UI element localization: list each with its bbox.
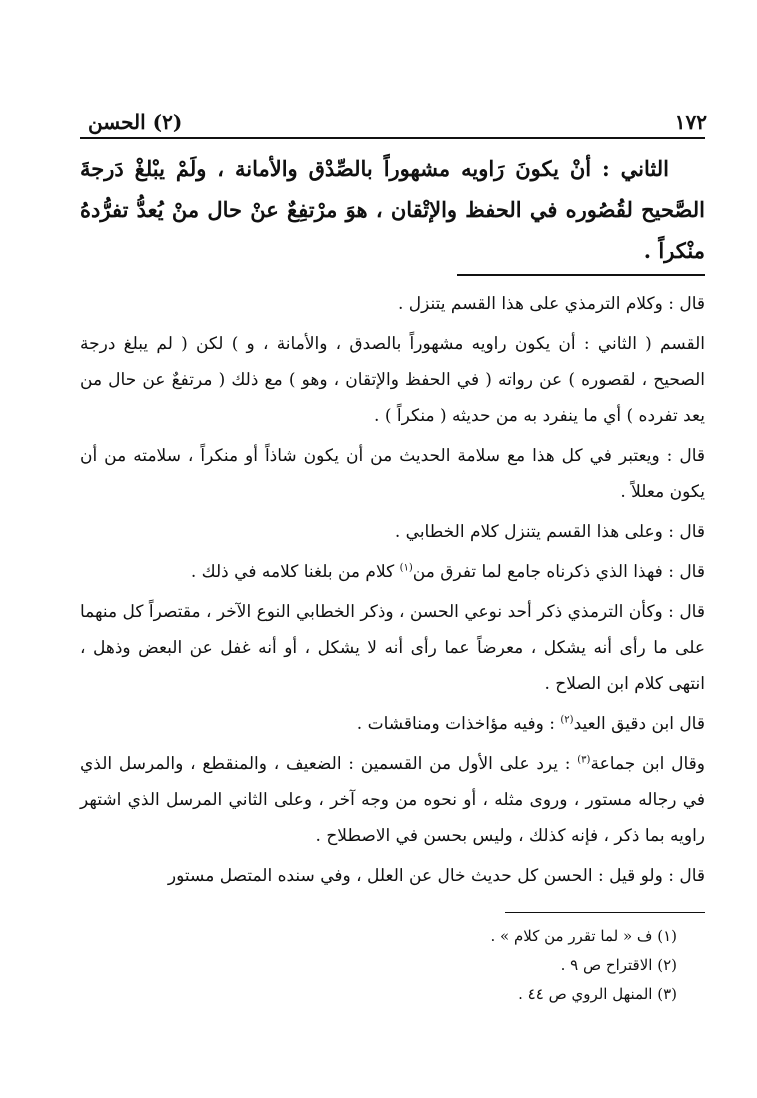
commentary-paragraph xyxy=(80,706,705,742)
paragraph-text: : يرد على الأول من القسمين : الضعيف ، والمنقطع ، والمرسل الذي في رجاله مستور ، وروى مثله ، أو نحوه من وجه آخر ، وعلى الثاني المرسل الذي اشتهر راويه بما ذكر ، فإنه كذلك ، وليس بحسن في الاصطلاح . xyxy=(80,754,706,846)
footnote: (٣) المنهل الروي ص ٤٤ . xyxy=(518,985,677,1003)
commentary-paragraph: قال : وكأن الترمذي ذكر أحد نوعي الحسن ، وذكر الخطابي النوع الآخر ، مقتصراً كل منهما على ما رأى أنه يشكل ، معرضاً عما رأى أنه لا يشكل ، أو أنه غفل عن البعض وذهل ، انتهى كلام ابن الصلاح . xyxy=(80,602,705,694)
main-text-divider xyxy=(457,274,705,276)
paragraph-text: قال ابن دقيق العيد xyxy=(573,714,705,734)
footnotes xyxy=(490,922,677,1009)
paragraph-text: كلام من بلغنا كلامه في ذلك . xyxy=(190,562,400,582)
commentary xyxy=(80,286,705,898)
commentary-paragraph: القسم ( الثاني : أن يكون راويه مشهوراً بالصدق ، والأمانة ، و ) لكن ( لم يبلغ درجة الصحيح ، لقصوره ) عن رواته ( في الحفظ والإتقان ، وهو ) مع ذلك ( مرتفعٌ عن حال من يعد تفرده ) أي ما ينفرد به من حديثه ( منكراً ) . xyxy=(80,334,705,426)
footnote: (١) ف « لما تقرر من كلام » . xyxy=(490,927,677,945)
paragraph-text: وقال ابن جماعة xyxy=(590,754,705,774)
header-divider xyxy=(80,137,705,139)
footnote-marker: (٢) xyxy=(560,714,574,726)
commentary-paragraph: قال : وعلى هذا القسم يتنزل كلام الخطابي . xyxy=(394,522,705,542)
page-number: ١٧٢ xyxy=(674,110,707,134)
commentary-paragraph: قال : ويعتبر في كل هذا مع سلامة الحديث من أن يكون شاذاً أو منكراً ، سلامته من أن يكون معللاً . xyxy=(80,446,705,502)
paragraph-text: : وفيه مؤاخذات ومناقشات . xyxy=(356,714,561,734)
footnote-marker: (١) xyxy=(399,562,413,574)
main-text: الثاني : أنْ يكونَ رَاويه مشهوراً بالصِّدْق والأمانة ، ولَمْ يبْلغْ دَرجةَ الصَّحيح لقُصُوره في الحفظ والإتْقان ، هوَ مرْتفِعٌ عنْ حال منْ يُعدُّ تفرُّدهُ منْكراً . xyxy=(80,156,705,263)
footnote: (٢) الاقتراح ص ٩ . xyxy=(560,956,677,974)
commentary-paragraph: قال : وكلام الترمذي على هذا القسم يتنزل . xyxy=(398,294,705,314)
commentary-paragraph: قال : ولو قيل : الحسن كل حديث خال عن العلل ، وفي سنده المتصل مستور xyxy=(167,866,705,886)
commentary-paragraph xyxy=(80,554,705,590)
chapter-title: (٢) الحسن xyxy=(88,110,183,134)
footnote-marker: (٣) xyxy=(577,754,591,766)
footnote-divider xyxy=(505,912,705,913)
commentary-paragraph xyxy=(80,746,705,854)
paragraph-text: قال : فهذا الذي ذكرناه جامع لما تفرق من xyxy=(412,562,705,582)
running-header xyxy=(88,100,707,134)
